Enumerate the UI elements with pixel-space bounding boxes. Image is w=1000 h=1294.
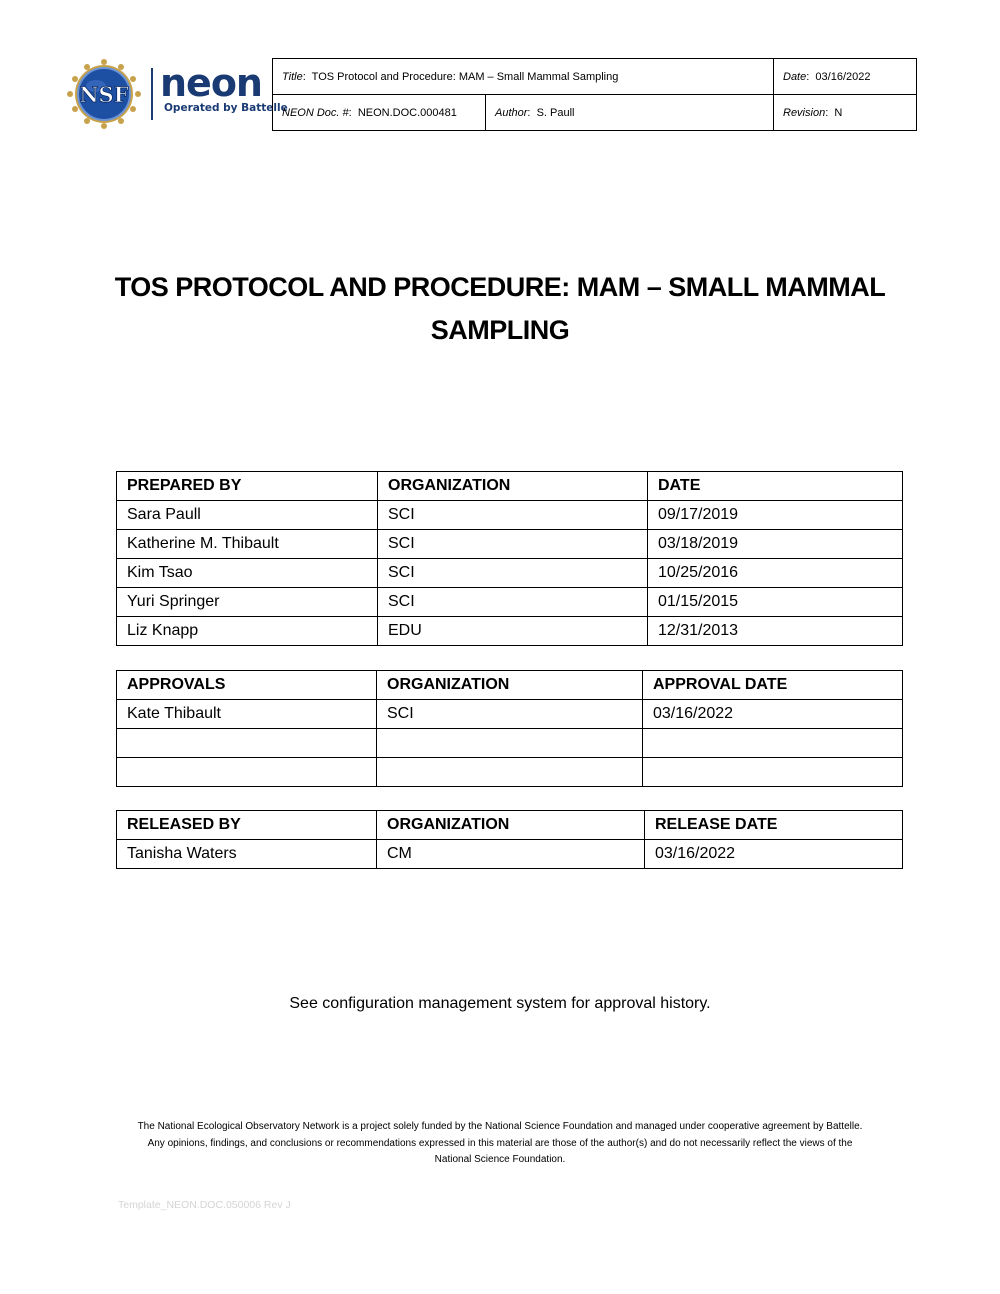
header-title-cell: Title: TOS Protocol and Procedure: MAM – Small Mammal Sampling: [273, 59, 774, 95]
table-row: [117, 617, 903, 646]
table-header-row: [117, 472, 903, 501]
table-cell: Tanisha Waters: [117, 840, 377, 869]
table-cell: SCI: [378, 588, 648, 617]
document-title-line2: SAMPLING: [430, 315, 570, 345]
table-cell: [377, 729, 643, 758]
funding-disclaimer: [110, 1119, 890, 1169]
table-header-row: [117, 671, 903, 700]
table-cell: [377, 758, 643, 787]
nsf-seal-icon: [66, 58, 142, 130]
approvals-table: [116, 670, 903, 787]
title-value: TOS Protocol and Procedure: MAM – Small Mammal Sampling: [311, 70, 619, 83]
disclaimer-line: Any opinions, findings, and conclusions or recommendations expressed in this material are those of the author(s) and do not necessarily reflect the views of the: [147, 1137, 853, 1149]
header-row-title: [273, 59, 917, 95]
table-cell: 01/15/2015: [648, 588, 903, 617]
doc-number-value: NEON.DOC.000481: [357, 106, 457, 119]
template-identifier: Template_NEON.DOC.050006 Rev J: [118, 1199, 291, 1211]
author-label: Author: [495, 106, 528, 119]
table-cell: Kate Thibault: [117, 700, 377, 729]
table-cell: 10/25/2016: [648, 559, 903, 588]
table-cell: Yuri Springer: [117, 588, 378, 617]
neon-tagline: Operated by Battelle: [164, 102, 288, 114]
revision-value: N: [834, 106, 843, 119]
table-cell: SCI: [378, 530, 648, 559]
table-cell: SCI: [377, 700, 643, 729]
author-value: S. Paull: [536, 106, 575, 119]
document-title: [110, 266, 890, 352]
table-row: [117, 729, 903, 758]
config-management-note: See configuration management system for approval history.: [289, 995, 711, 1012]
released-by-table: [116, 810, 903, 869]
date-value: 03/16/2022: [815, 70, 871, 83]
table-cell: SCI: [378, 501, 648, 530]
table-cell: [117, 758, 377, 787]
table-row: [117, 700, 903, 729]
column-header: RELEASED BY: [117, 811, 377, 840]
column-header: APPROVAL DATE: [643, 671, 903, 700]
disclaimer-line: National Science Foundation.: [434, 1154, 566, 1165]
column-header: ORGANIZATION: [377, 811, 645, 840]
table-row: [117, 588, 903, 617]
table-cell: 09/17/2019: [648, 501, 903, 530]
table-cell: 03/16/2022: [643, 700, 903, 729]
column-header: ORGANIZATION: [378, 472, 648, 501]
table-row: [117, 840, 903, 869]
table-cell: [643, 729, 903, 758]
neon-logo: [66, 58, 288, 130]
column-header: RELEASE DATE: [645, 811, 903, 840]
column-header: PREPARED BY: [117, 472, 378, 501]
neon-wordmark: neon: [160, 61, 262, 105]
table-row: [117, 758, 903, 787]
table-cell: SCI: [378, 559, 648, 588]
prepared-by-table: [116, 471, 903, 646]
column-header: DATE: [648, 472, 903, 501]
svg-text:NSF: NSF: [79, 82, 129, 107]
table-cell: [643, 758, 903, 787]
revision-label: Revision: [783, 106, 826, 119]
document-title-line1: TOS PROTOCOL AND PROCEDURE: MAM – SMALL MAMMAL: [114, 272, 886, 302]
table-cell: EDU: [378, 617, 648, 646]
table-cell: [117, 729, 377, 758]
table-cell: Katherine M. Thibault: [117, 530, 378, 559]
table-row: [117, 559, 903, 588]
table-cell: 12/31/2013: [648, 617, 903, 646]
table-cell: CM: [377, 840, 645, 869]
column-header: APPROVALS: [117, 671, 377, 700]
table-row: [117, 530, 903, 559]
disclaimer-line: The National Ecological Observatory Network is a project solely funded by the National Science Foundation and managed under cooperative agreement by Battelle.: [137, 1121, 863, 1132]
table-row: [117, 501, 903, 530]
header-author-cell: Author: S. Paull: [486, 95, 774, 131]
date-label: Date: [783, 70, 807, 83]
doc-number-label: NEON Doc. #: [282, 106, 349, 119]
header-row-meta: [273, 95, 917, 131]
table-header-row: [117, 811, 903, 840]
table-cell: 03/18/2019: [648, 530, 903, 559]
header-revision-cell: Revision: N: [774, 95, 917, 131]
logo-divider: [151, 68, 153, 120]
header-date-cell: Date: 03/16/2022: [774, 59, 917, 95]
header-doc-cell: NEON Doc. #: NEON.DOC.000481: [273, 95, 486, 131]
table-cell: 03/16/2022: [645, 840, 903, 869]
table-cell: Kim Tsao: [117, 559, 378, 588]
title-label: Title: [282, 70, 303, 83]
table-cell: Liz Knapp: [117, 617, 378, 646]
document-header-table: [272, 58, 917, 131]
table-cell: Sara Paull: [117, 501, 378, 530]
column-header: ORGANIZATION: [377, 671, 643, 700]
